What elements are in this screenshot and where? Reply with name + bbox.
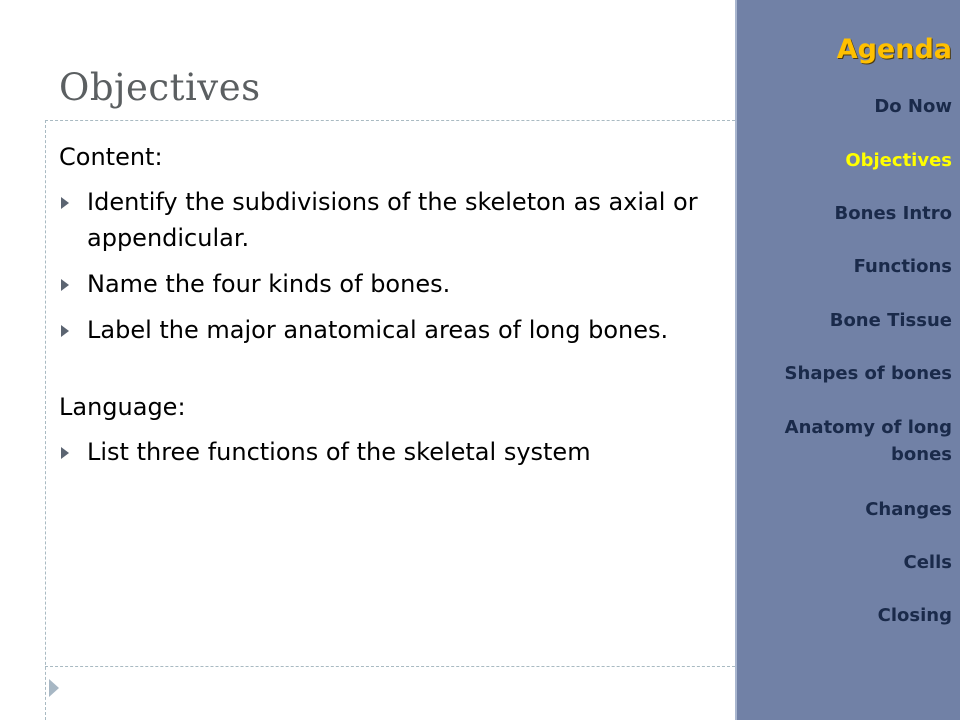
agenda-item-cells[interactable]: Cells <box>903 552 952 573</box>
agenda-item-functions[interactable]: Functions <box>853 256 952 277</box>
bottom-divider <box>45 666 735 667</box>
slide-title: Objectives <box>59 66 261 109</box>
language-bullet <box>59 434 709 470</box>
agenda-item-changes[interactable]: Changes <box>865 499 952 520</box>
agenda-item-anatomy-of-long-bones[interactable]: Anatomy of long bones <box>784 417 952 465</box>
content-bullet <box>59 184 709 256</box>
content-bullet <box>59 266 709 302</box>
bullet-arrow-icon <box>61 279 69 291</box>
content-bullet-text: Name the four kinds of bones. <box>87 270 451 298</box>
bullet-arrow-icon <box>61 447 69 459</box>
agenda-title: Agenda <box>836 34 952 65</box>
left-border <box>45 120 46 720</box>
content-heading: Content: <box>59 143 163 171</box>
title-divider <box>45 120 735 121</box>
agenda-item-bones-intro[interactable]: Bones Intro <box>834 203 952 224</box>
corner-arrow-icon <box>49 679 59 697</box>
agenda-item-objectives[interactable]: Objectives <box>845 150 952 171</box>
content-bullet <box>59 312 709 348</box>
agenda-item-do-now[interactable]: Do Now <box>874 96 952 117</box>
language-heading: Language: <box>59 393 186 421</box>
bullet-arrow-icon <box>61 325 69 337</box>
content-bullet-text: Identify the subdivisions of the skeleton as axial or appendicular. <box>87 188 698 252</box>
agenda-sidebar <box>735 0 960 720</box>
agenda-item-bone-tissue[interactable]: Bone Tissue <box>829 310 952 331</box>
language-bullet-text: List three functions of the skeletal system <box>87 438 591 466</box>
slide-content <box>59 138 709 470</box>
bullet-arrow-icon <box>61 197 69 209</box>
content-bullet-text: Label the major anatomical areas of long bones. <box>87 316 669 344</box>
agenda-item-shapes-of-bones[interactable]: Shapes of bones <box>784 363 952 384</box>
agenda-item-closing[interactable]: Closing <box>877 605 952 626</box>
